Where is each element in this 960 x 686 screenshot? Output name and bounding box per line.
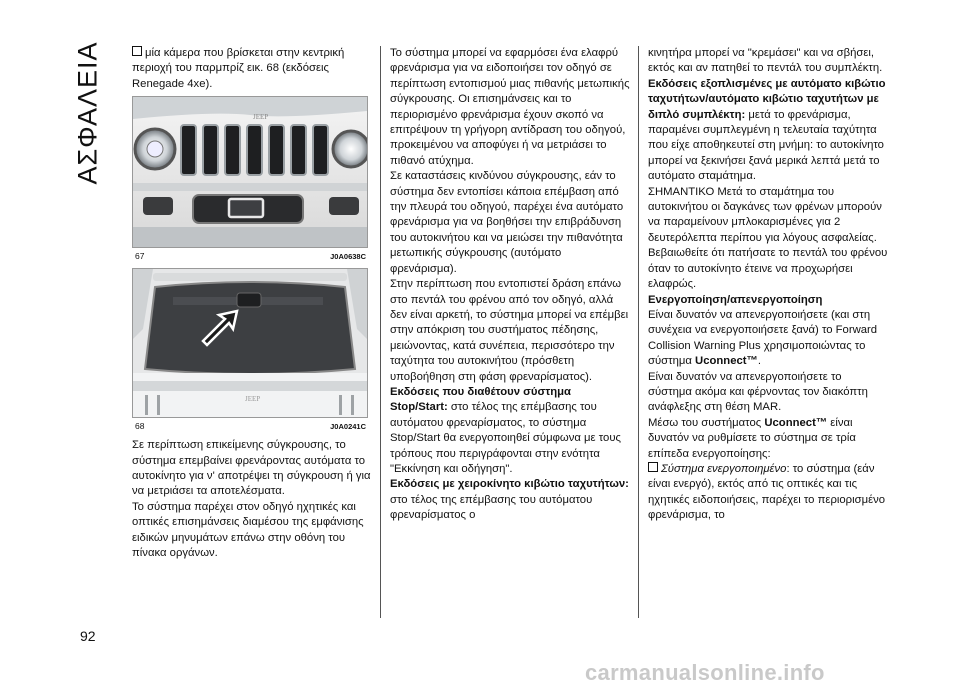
column-3 [648, 46, 888, 524]
figure-68-caption [132, 418, 368, 432]
paragraph: Είναι δυνατόν να απενεργοποιήσετε το σύστημα ακόμα και φέρνοντας τον διακόπτη ανάφλεξης στη θέση MAR. [648, 370, 868, 414]
paragraph: Σύστημα ενεργοποιημένο: το σύστημα (εάν είναι ενεργό), εκτός από τις οπτικές και τις ηχητικές ειδοποιήσεις, παρέχει το περιορισμένο φρενάρισμα, το [648, 462, 886, 522]
watermark: carmanualsonline.info [585, 660, 825, 685]
column-divider [638, 46, 639, 618]
inline-heading: Εκδόσεις με χειροκίνητο κιβώτιο ταχυτήτων: [390, 478, 629, 491]
column-1 [132, 46, 372, 561]
section-heading: Ενεργοποίηση/απενεργοποίηση [648, 293, 823, 306]
figure-number: 68 [135, 421, 145, 432]
figure-67 [132, 96, 368, 248]
column-2 [390, 46, 630, 524]
checkbox-icon [648, 462, 658, 472]
paragraph: Το σύστημα παρέχει στον οδηγό ηχητικές και οπτικές επισημάνσεις διαμέσου της εμφάνισης ειδικών μηνυμάτων επάνω στην οθόνη του πίνακα οργάνων. [132, 500, 364, 560]
section-title: ΑΣΦΑΛΕΙΑ [72, 41, 103, 185]
paragraph: κινητήρα μπορεί να "κρεμάσει" και να σβήσει, εκτός και αν πατηθεί το πεντάλ του συμπλέκτη. [648, 47, 883, 75]
windshield-camera-image [133, 269, 367, 417]
column-divider [380, 46, 381, 618]
paragraph: Μέσω του συστήματος Uconnect™ είναι δυνατόν να ρυθμίσετε το σύστημα σε τρία επίπεδα ενεργοποίησης: [648, 416, 856, 460]
figure-number: 67 [135, 251, 145, 262]
page-number: 92 [80, 628, 96, 644]
intro-text: μία κάμερα που βρίσκεται στην κεντρική περιοχή του παρμπρίζ εικ. 68 (εκδόσεις Renegade 4xe). [132, 47, 345, 90]
paragraph: Το σύστημα μπορεί να εφαρμόσει ένα ελαφρύ φρενάρισμα για να ειδοποιήσει τον οδηγό σε περίπτωση εντοπισμού μιας πιθανής μετωπικής σύγκρουσης. Οι επισημάνσεις και το περιορισμένο φρενάρισμα έχουν σκοπό να επιτρέψουν τη γρήγορη αντίδραση του οδηγού, προκειμένου να αποφύγει ή να μετριάσει το πιθανό ατύχημα. [390, 47, 630, 167]
figure-68 [132, 268, 368, 418]
inline-heading: Εκδόσεις εξοπλισμένες με αυτόματο κιβώτιο ταχυτήτων/αυτόματο κιβώτιο ταχυτήτων με διπλό συμπλέκτη: [648, 77, 886, 121]
paragraph: Εκδόσεις που διαθέτουν σύστημα Stop/Start: στο τέλος της επέμβασης του αυτόματου φρεναρίσματος, το σύστημα Stop/Start θα ενεργοποιηθεί σύμφωνα με τους τρόπους που περιγράφονται στην ενότητα "Εκκίνηση και οδήγηση". [390, 385, 621, 475]
paragraph: Στην περίπτωση που εντοπιστεί δράση επάνω στο πεντάλ του φρένου από τον οδηγό, αλλά δεν είναι αρκετή, το σύστημα μπορεί να επέμβει στην απόκριση του συστήματος πέδησης, μειώνοντας, κατά συνέπεια, περισσότερο την ταχύτητα του αυτοκινήτου (πρόσθετη υποβοήθηση στη φάση φρεναρίσματος). [390, 278, 629, 383]
paragraph: Εκδόσεις εξοπλισμένες με αυτόματο κιβώτιο ταχυτήτων/αυτόματο κιβώτιο ταχυτήτων με διπλό συμπλέκτη: μετά το φρενάρισμα, παραμένει συμπλεγμένη η τελευταία ταχύτητα που είχε αποθηκευτεί στη μνήμη: το αυτοκίνητο μπορεί να ξεκινήσει ξανά μερικά λεπτά μετά το αυτόματο σταμάτημα. [648, 77, 886, 183]
figure-code: J0A0241C [330, 422, 366, 432]
car-front-grille-image [133, 97, 367, 247]
paragraph: Εκδόσεις με χειροκίνητο κιβώτιο ταχυτήτων: στο τέλος της επέμβασης του αυτόματου φρεναρίσματος ο [390, 478, 629, 522]
figure-67-caption [132, 248, 368, 262]
paragraph: Είναι δυνατόν να απενεργοποιήσετε (και στη συνέχεια να ενεργοποιήσετε ξανά) το Forward Collision Warning Plus χρησιμοποιώντας το σύστημα Uconnect™. [648, 308, 878, 368]
inline-heading: Εκδόσεις που διαθέτουν σύστημα Stop/Start: [390, 385, 571, 414]
checkbox-icon [132, 46, 142, 56]
paragraph: Σε περίπτωση επικείμενης σύγκρουσης, το σύστημα επεμβαίνει φρενάροντας αυτόματα το αυτοκίνητο για ν' αποτρέψει τη σύγκρουση ή για να μετριάσει τα αποτελέσματα. [132, 439, 371, 498]
paragraph: Σε καταστάσεις κινδύνου σύγκρουσης, εάν το σύστημα δεν εντοπίσει κάποια επέμβαση από την πλευρά του οδηγού, παρέχει ένα αυτόματο φρενάρισμα για να βοηθήσει την επιβράδυνση του αυτοκινήτου και να μειώσει την πιθανότητα μετωπικής σύγκρουσης (αυτόματο φρενάρισμα). [390, 170, 624, 275]
jeep-logo: JEEP [253, 113, 269, 122]
figure-code: J0A0638C [330, 252, 366, 262]
jeep-logo: JEEP [245, 395, 261, 404]
paragraph: ΣΗΜΑΝΤΙΚΟ Μετά το σταμάτημα του αυτοκινήτου οι δαγκάνες των φρένων μπορούν να παραμείνουν μπλοκαρισμένες για 2 δευτερόλεπτα περίπου για λόγους ασφαλείας. Βεβαιωθείτε ότι πατήσατε το πεντάλ του φρένου όταν το αυτοκίνητο έτεινε να προχωρήσει ελαφρώς. [648, 185, 888, 291]
